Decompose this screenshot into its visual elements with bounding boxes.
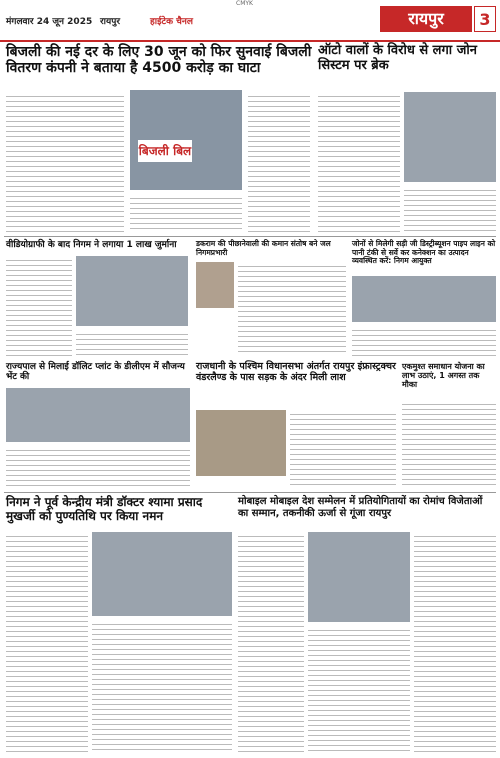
story10-body-3 <box>414 532 496 752</box>
story5-body <box>352 326 496 356</box>
inspection-photo <box>76 256 188 326</box>
city-label: रायपुर <box>380 6 472 32</box>
story9-body <box>6 532 88 752</box>
auto-protest-photo <box>404 92 496 182</box>
story1-body-col1 <box>6 92 124 232</box>
headline-story1: बिजली की नई दर के लिए 30 जून को फिर सुनवाई बिजली वितरण कंपनी ने बताया है 4500 करोड़ का घाटा <box>6 44 312 77</box>
story4-body <box>238 262 346 356</box>
story2-body <box>318 92 400 232</box>
story7-body <box>290 410 396 486</box>
paper-name: हाईटेक चैनल <box>150 17 193 27</box>
headline-story10: मोबाइल मोबाइल देश सम्मेलन में प्रतियोगितायों का रोमांच विजेताओं का सम्मान, तकनीकी ऊर्जा से गूंजा रायपुर <box>238 496 483 519</box>
meeting-photo <box>352 276 496 322</box>
story1-body-col2 <box>248 92 310 232</box>
story8-body <box>402 400 496 486</box>
edition-name: रायपुर <box>100 17 121 27</box>
story3-body <box>6 256 72 356</box>
headline-story8: एकमुश्त समाधान योजना का लाभ उठाएं, 1 अगस्त तक मौका <box>402 362 485 390</box>
story10-body-2 <box>308 626 410 752</box>
page-number: 3 <box>474 6 496 32</box>
meter-photo <box>130 90 242 190</box>
portrait-photo <box>196 262 234 308</box>
masthead-bar <box>0 0 500 42</box>
headline-story9: निगम ने पूर्व केन्द्रीय मंत्री डॉक्टर श्यामा प्रसाद मुखर्जी को पुण्यतिथि पर किया नमन <box>6 495 203 523</box>
headline-story6: राज्यपाल से मिलाई डॉलिट प्लांट के डीलीएम में सौजन्य भेंट की <box>6 362 185 383</box>
issue-date: मंगलवार 24 जून 2025 <box>6 17 93 27</box>
cmyk-marker: CMYK <box>236 0 253 7</box>
tribute-photo <box>92 532 232 616</box>
divider <box>4 236 496 237</box>
story10-body <box>238 532 304 752</box>
award-photo <box>308 532 410 622</box>
headline-story2: ऑटो वालों के विरोध से लगा जोन सिस्टम पर ब्रेक <box>318 43 477 73</box>
story1-body-col3 <box>130 194 242 232</box>
story3-body-2 <box>76 330 188 356</box>
story9-body-2 <box>92 620 232 752</box>
headline-story5: जोनों से मिलेगी सड़ी जी डिस्ट्रीब्यूशन पाइप लाइन को पानी टंकी से सर्वे कर कनेक्शन का उत्पादन व्यवस्थित करें: निगम आयुक्त <box>352 239 496 266</box>
governor-meeting-photo <box>6 388 190 442</box>
story2-body-2 <box>404 186 496 232</box>
photo-label: बिजली बिल <box>138 140 192 162</box>
headline-story3: वीडियोग्राफी के बाद निगम ने लगाया 1 लाख जुर्माना <box>6 240 177 250</box>
headline-story7: राजधानी के पश्चिम विधानसभा अंतर्गत रायपुर इंफ्रास्ट्रक्चर वंडरलैण्ड के पास सड़क के अंदर मिली लाश <box>196 361 396 383</box>
story6-body <box>6 446 190 486</box>
divider-2 <box>4 492 496 493</box>
crime-photo <box>196 410 286 476</box>
headline-story4: डकराम की पीछानेवाली की कमान संतोष बने जल निगमप्रभारी <box>196 239 331 257</box>
